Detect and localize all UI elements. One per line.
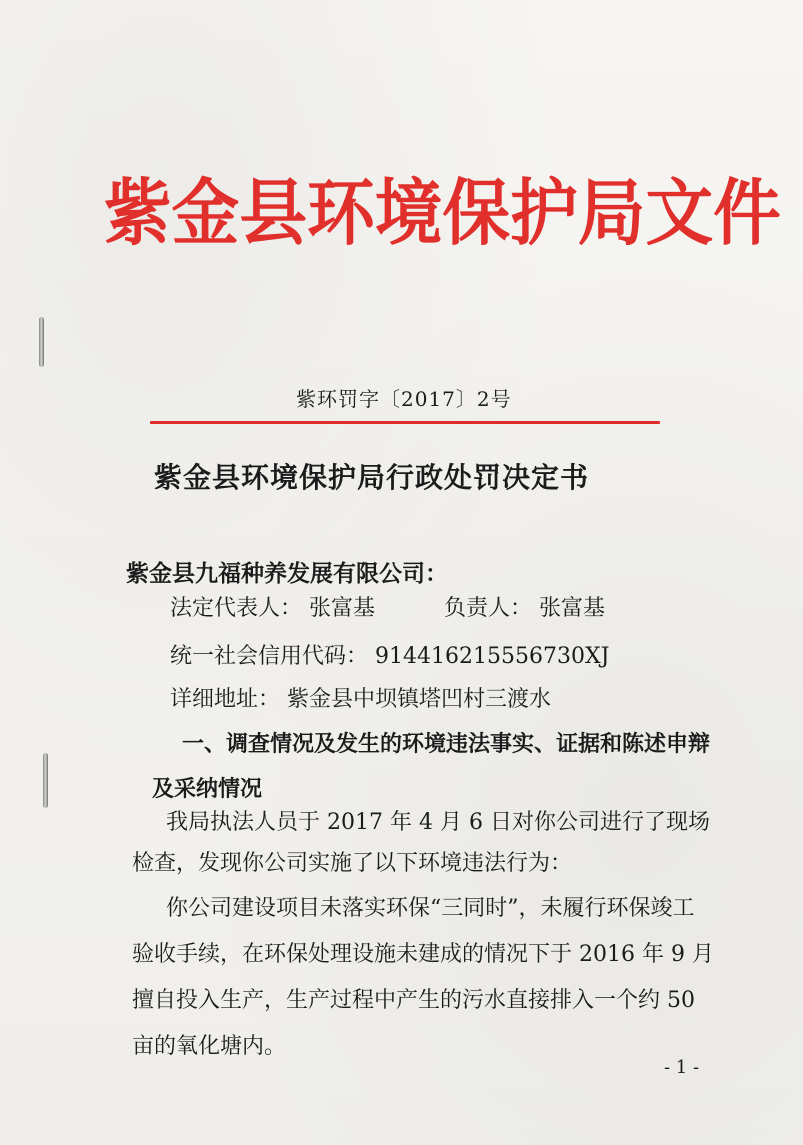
document-header-title: 紫金县环境保护局文件: [104, 171, 781, 255]
legal-representative-label: 法定代表人：: [170, 596, 303, 621]
responsible-person-line: [444, 594, 605, 624]
address-line: [170, 685, 551, 715]
responsible-person-name: 张富基: [539, 596, 606, 621]
paragraph-line: 我局执法人员于 2017 年 4 月 6 日对你公司进行了现场: [166, 810, 710, 835]
document-number: 紫环罚字〔2017〕2号: [296, 387, 512, 411]
address-value: 紫金县中坝镇塔凹村三渡水: [287, 687, 552, 712]
legal-representative-name: 张富基: [309, 596, 376, 621]
section-heading: 一、调查情况及发生的环境违法事实、证据和陈述申辩及采纳情况: [152, 732, 711, 802]
decision-title: 紫金县环境保护局行政处罚决定书: [154, 461, 590, 494]
paragraph-line: 你公司建设项目未落实环保“三同时”，未履行环保竣工: [166, 896, 695, 921]
paragraph-line: 检查，发现你公司实施了以下环境违法行为：: [132, 851, 573, 876]
binding-mark-top: [39, 317, 44, 367]
recipient-company: 紫金县九福种养发展有限公司：: [126, 561, 448, 587]
paragraph-line: 验收手续，在环保处理设施未建成的情况下于 2016 年 9 月: [132, 942, 714, 967]
credit-code-line: [170, 642, 609, 672]
address-label: 详细地址：: [170, 687, 281, 712]
credit-code-label: 统一社会信用代码：: [170, 644, 369, 669]
credit-code-value: 914416215556730XJ: [375, 644, 610, 669]
responsible-person-label: 负责人：: [444, 596, 533, 621]
legal-representative-line: [170, 594, 375, 624]
red-separator-line: [150, 421, 660, 424]
paragraph-line: 亩的氧化塘内。: [132, 1034, 287, 1059]
paragraph-line: 擅自投入生产，生产过程中产生的污水直接排入一个约 50: [132, 988, 695, 1013]
binding-mark-bottom: [43, 753, 48, 808]
page-number: - 1 -: [664, 1057, 700, 1078]
